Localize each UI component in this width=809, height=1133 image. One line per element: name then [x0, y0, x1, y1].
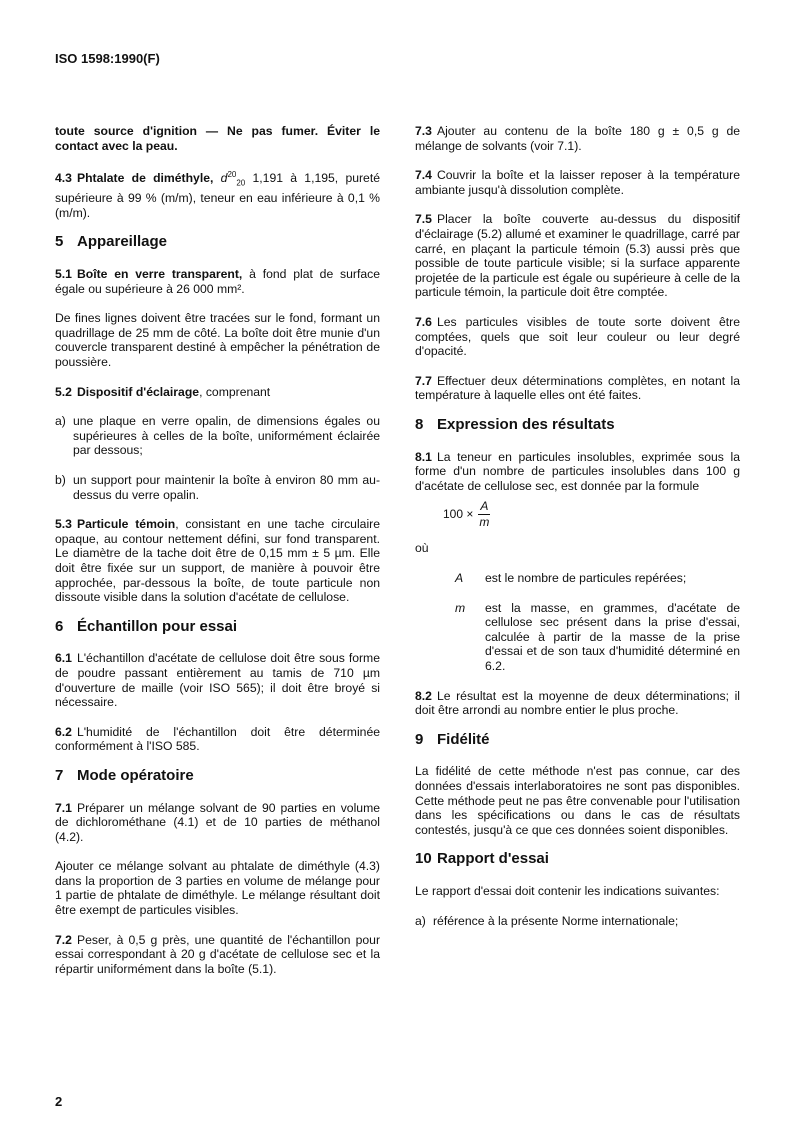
clause-6-1: 6.1 L'échantillon d'acétate de cellulose doit être sous forme de poudre passant entièrement au tamis de 710 µm d'ouverture de maille (voir ISO 565); il doit être broyé si nécessaire. [55, 651, 380, 710]
where-label: où [415, 541, 429, 556]
clause-5-2: 5.2 Dispositif d'éclairage, comprenant [55, 384, 271, 399]
section-6-heading: 6 Échantillon pour essai [55, 617, 238, 635]
definition-A: A est le nombre de particules repérées; [455, 571, 687, 586]
list-item-a: a) une plaque en verre opalin, de dimensions égales ou supérieures à celles de la boîte, uniformément éclairée par dessous; [55, 414, 380, 458]
clause-5-3: 5.3 Particule témoin, consistant en une tache circulaire opaque, au contour nettement défini, sur fond transparent. Le diamètre de la tache doit être de 0,15 mm ± 5 µm. Elle doit être fixée sur un support, de manière à pouvoir être approchée, par-dessous la boîte, de toute particule non dissoute visible dans la solution d'acétate de cellulose. [55, 517, 380, 605]
clause-8-1: 8.1 La teneur en particules insolubles, exprimée sous la forme d'un nombre de particules insolubles dans 100 g d'acétate de cellulose sec, est donnée par la formule [415, 449, 740, 493]
density-sup: 20 [227, 170, 237, 180]
clause-7-1-b: Ajouter ce mélange solvant au phtalate de diméthyle (4.3) dans la proportion de 3 parties en volume de mélange pour 1 partie de phtalate de diméthyle. Le mélange résultant doit être exempt de particules visibles. [55, 859, 380, 918]
clause-4-3 [55, 168, 380, 220]
clause-title: Phtalate de diméthyle, [76, 171, 214, 186]
running-header: ISO 1598:1990(F) [55, 51, 160, 66]
clause-text: 1,191 à 1,195, pureté supérieure à 99 % (m/m), teneur en eau inférieure à 0,1 % (m/m). [55, 171, 381, 220]
formula-fraction [478, 499, 490, 529]
list-item-a: a) référence à la présente Norme internationale; [415, 913, 679, 928]
formula-prefix: 100 × [443, 507, 474, 522]
continuation-paragraph: toute source d'ignition — Ne pas fumer. Éviter le contact avec la peau. [55, 124, 380, 153]
clause-7-6: 7.6 Les particules visibles de toute sorte doivent être comptées, quels que soit leur couleur ou leur degré d'opacité. [415, 314, 740, 359]
clause-7-4: 7.4 Couvrir la boîte et la laisser reposer à la température ambiante jusqu'à dissolution complète. [415, 168, 740, 197]
page-number: 2 [55, 1094, 63, 1109]
left-column [55, 124, 380, 991]
section-9-text: La fidélité de cette méthode n'est pas connue, car des données d'essais interlaboratoires ne sont pas disponibles. Cette méthode peut ne pas être convenable pour l'utilisation dans les spécifications ou dans le cas de résultats contestés, jusqu'à ce que ces données soient disponibles. [415, 764, 740, 837]
clause-7-7: 7.7 Effectuer deux déterminations complètes, en notant la température à laquelle elles ont été faites. [415, 373, 740, 403]
clause-7-2: 7.2 Peser, à 0,5 g près, une quantité de l'échantillon pour essai correspondant à 20 g d'acétate de cellulose sec et la répartir uniformément dans la boîte (5.1). [55, 932, 380, 976]
section-9-heading: 9 Fidélité [415, 730, 490, 748]
section-7-heading: 7 Mode opératoire [55, 766, 194, 784]
formula-denominator: m [479, 514, 490, 529]
clause-8-2: 8.2 Le résultat est la moyenne de deux déterminations; il doit être arrondi au nombre entier le plus proche. [415, 688, 740, 718]
clause-5-1-b: De fines lignes doivent être tracées sur le fond, formant un quadrillage de 25 mm de côté. La boîte doit être munie d'un couvercle transparent destiné à empêcher la pénétration de poussière. [55, 311, 380, 370]
density-sub: 20 [236, 178, 246, 188]
section-8-heading: 8 Expression des résultats [415, 415, 615, 433]
density-symbol: d [220, 171, 228, 186]
clause-7-3: 7.3 Ajouter au contenu de la boîte 180 g ± 0,5 g de mélange de solvants (voir 7.1). [415, 124, 740, 153]
formula-numerator: A [480, 499, 489, 514]
section-10-text: Le rapport d'essai doit contenir les indications suivantes: [415, 883, 720, 898]
clause-7-5: 7.5 Placer la boîte couverte au-dessus du dispositif d'éclairage (5.2) allumé et examiner le quadrillage, carré par carré, en plaçant la particule témoin (5.3) aussi près que possible de toute particule visible; si la surface apparente projetée de la particule est égale ou supérieure à celle de la particule témoin, la particule doit être comptée. [415, 212, 740, 300]
clause-6-2: 6.2 L'humidité de l'échantillon doit être déterminée conformément à l'ISO 585. [55, 724, 380, 754]
section-5-heading: 5 Appareillage [55, 233, 168, 251]
list-item-b: b) un support pour maintenir la boîte à environ 80 mm au-dessus du verre opalin. [55, 473, 380, 502]
right-column [415, 124, 740, 943]
clause-number: 4.3 [55, 171, 72, 186]
clause-5-1: 5.1 Boîte en verre transparent, à fond plat de surface égale ou supérieure à 26 000 mm². [55, 267, 380, 296]
formula [443, 499, 740, 529]
clause-7-1: 7.1 Préparer un mélange solvant de 90 parties en volume de dichlorométhane (4.1) et de 10 parties de méthanol (4.2). [55, 800, 380, 844]
definition-m: m est la masse, en grammes, d'acétate de cellulose sec présent dans la prise d'essai, calculée à partir de la masse de la prise d'essai et de son taux d'humidité déterminé en 6.2. [455, 600, 740, 674]
section-10-heading: 10 Rapport d'essai [415, 850, 549, 868]
